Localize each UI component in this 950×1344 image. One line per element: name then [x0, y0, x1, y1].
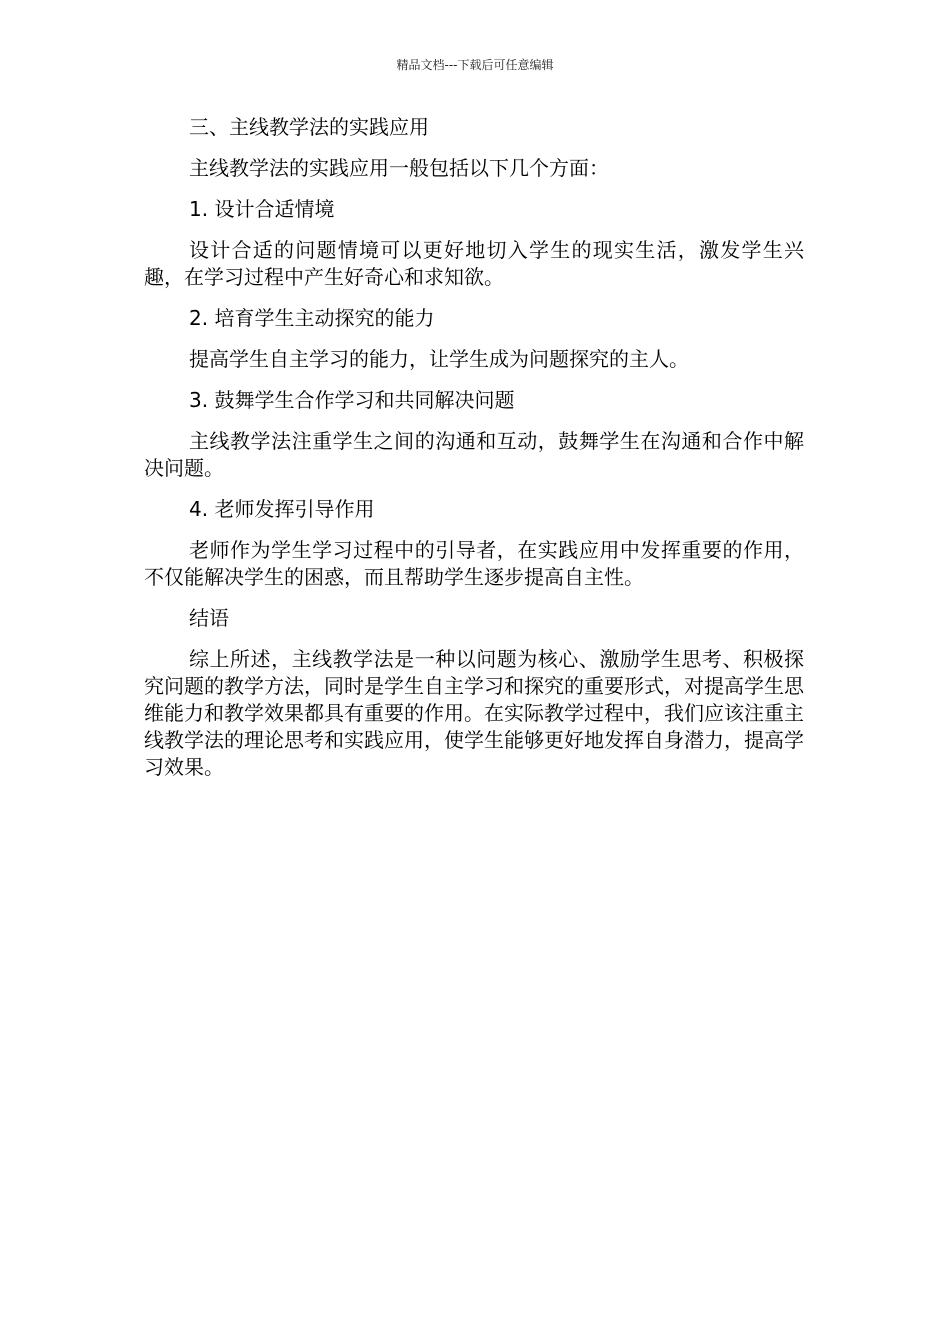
section-heading: 三、主线教学法的实践应用: [189, 115, 429, 139]
item2-heading: 2. 培育学生主动探究的能力: [189, 306, 435, 330]
conclusion-body: 综上所述，主线教学法是一种以问题为核心、激励学生思考、积极探究问题的教学方法，同时是学生自主学习和探究的重要形式，对提高学生思维能力和教学效果都具有重要的作用。在实际教学过程中，我们应该注重主线教学法的理论思考和实践应用，使学生能够更好地发挥自身潜力，提高学习效果。: [144, 647, 804, 779]
document-body: [144, 114, 804, 795]
item4-heading: 4. 老师发挥引导作用: [189, 497, 375, 521]
conclusion-heading: 结语: [189, 606, 229, 630]
item4-body: 老师作为学生学习过程中的引导者，在实践应用中发挥重要的作用，不仅能解决学生的困惑，而且帮助学生逐步提高自主性。: [144, 538, 804, 589]
item2-body: 提高学生自主学习的能力，让学生成为问题探究的主人。: [189, 347, 689, 371]
item3-body: 主线教学法注重学生之间的沟通和互动，鼓舞学生在沟通和合作中解决问题。: [144, 429, 804, 480]
item3-heading: 3. 鼓舞学生合作学习和共同解决问题: [189, 388, 515, 412]
page-header: 精品文档---下载后可任意编辑: [396, 58, 554, 72]
item1-heading: 1. 设计合适情境: [189, 197, 335, 221]
item1-body: 设计合适的问题情境可以更好地切入学生的现实生活，激发学生兴趣，在学习过程中产生好奇心和求知欲。: [144, 238, 804, 289]
intro-paragraph: 主线教学法的实践应用一般包括以下几个方面：: [189, 156, 609, 180]
